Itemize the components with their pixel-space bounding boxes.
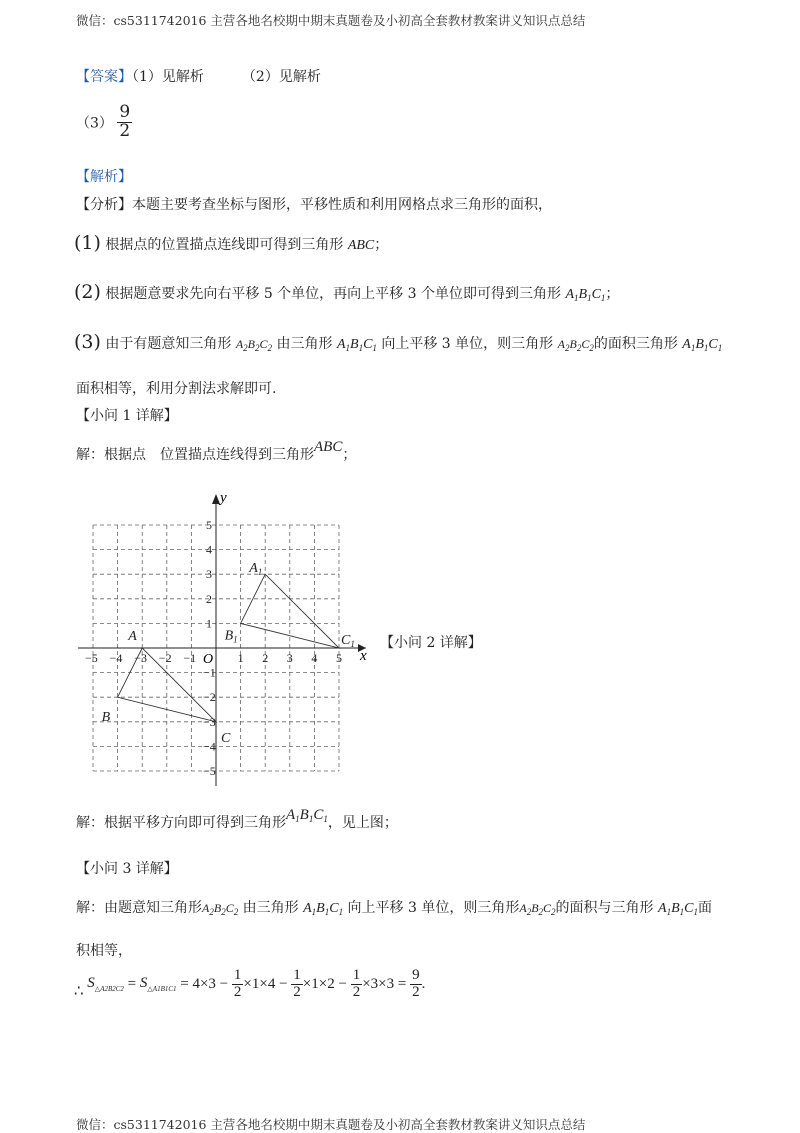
point-2-number: (2): [74, 281, 101, 303]
x-axis-label: x: [360, 648, 367, 664]
y-axis-label: y: [220, 490, 227, 506]
y-tick-label: −3: [203, 714, 216, 729]
y-tick-label: 5: [206, 518, 212, 532]
area-s-a1b1c1: $S_{\triangle A1B1C1}$: [139, 975, 177, 994]
answer-part1: （1）见解析: [132, 69, 204, 85]
y-tick-label: 2: [206, 591, 212, 606]
fraction-half: $\frac{1}{2}$: [233, 967, 242, 1000]
y-tick-label: 1: [206, 616, 212, 631]
point-c-label: C: [221, 730, 231, 746]
formula-part-2: ×1×4 −: [243, 975, 288, 992]
triangle-a1b1c1: $A_1B_1C_1$: [286, 807, 328, 824]
point-a1-label: $A_1$: [249, 561, 263, 578]
q3-text-e: 面: [697, 900, 712, 916]
answer-fraction: [117, 104, 132, 141]
q2-text-body: 解：根据平移方向即可得到三角形: [76, 815, 286, 831]
answer-part3: [76, 104, 132, 141]
page-header: 微信：cs5311742016 主营各地名校期中期末真题卷及小初高全套教材教案讲义知识点总结: [76, 13, 586, 28]
q2-end: ，见上图；: [327, 815, 398, 831]
y-axis-arrow: [212, 494, 220, 504]
point-3-text-d: 的面积三角形: [593, 336, 678, 352]
triangle-a1b1c1: $A_1B_1C_1$: [565, 287, 606, 303]
x-tick-label: −4: [109, 651, 123, 665]
triangle-a2b2c2: $A_2B_2C_2$: [235, 337, 273, 353]
triangle-a2b2c2: $A_2B_2C_2$: [519, 901, 556, 917]
triangle-abc: ABC: [347, 238, 375, 253]
point-b-label: B: [101, 710, 111, 726]
origin-label: O: [203, 652, 214, 667]
point-1-number: (1): [74, 232, 101, 254]
y-tick-label: −1: [203, 665, 216, 680]
x-tick-label: −2: [158, 651, 172, 665]
triangle-a1b1c1: $A_1B_1C_1$: [303, 901, 344, 917]
formula-part-3: ×1×2 −: [302, 975, 347, 992]
area-s-a2b2c2: $S_{\triangle A2B2C2}$: [87, 975, 124, 994]
point-1-end: ；: [374, 237, 389, 253]
x-tick-label: −5: [85, 651, 98, 665]
point-3-text-b: 由三角形: [276, 336, 333, 352]
triangle-a1b1c1: $A_1B_1C_1$: [682, 337, 723, 353]
q2-text: [76, 807, 398, 832]
fraction-half: $\frac{1}{2}$: [293, 967, 301, 1000]
answer-part2: （2）见解析: [241, 69, 321, 85]
q3-line2: 积相等，: [76, 943, 132, 959]
q3-text-a: 解：由题意知三角形: [76, 900, 202, 916]
y-tick-label: 4: [206, 542, 212, 557]
x-tick-label: 1: [237, 651, 244, 665]
analysis-point-3: [74, 331, 722, 353]
x-tick-label: 3: [286, 651, 293, 665]
analysis-heading: 【解析】: [76, 169, 132, 185]
coordinate-graph: [76, 488, 396, 788]
analysis-point-3-line2: 面积相等，利用分割法求解即可.: [76, 381, 277, 397]
page-footer: 微信：cs5311742016 主营各地名校期中期末真题卷及小初高全套教材教案讲义知识点总结: [76, 1117, 586, 1132]
x-tick-label: 5: [336, 651, 342, 665]
x-tick-label: 2: [262, 651, 269, 665]
triangle-abc: ABC: [314, 439, 343, 455]
point-1-text: 根据点的位置描点连线即可得到三角形: [105, 237, 344, 253]
point-c1-label: $C_1$: [341, 633, 355, 649]
point-a-label: A: [128, 629, 137, 644]
point-2-end: ；: [605, 286, 620, 302]
therefore-symbol: ∴: [74, 983, 84, 1000]
area-formula: ∴ $S_{\triangle A2B2C2} = S_{\triangle A1B1C1} = 4\times 3$ − $\frac{1}{2}$ ×1×4 − $\frac{1}{2}$ ×1×2 − $\frac{1}{2}$ ×3×3 = $\frac{9}{2}$ .: [74, 967, 426, 1000]
point-3-number: (3): [74, 331, 101, 353]
q3-text: [76, 897, 712, 917]
q3-text-c: 向上平移 3 单位，则三角形: [347, 900, 520, 916]
y-tick-label: −5: [203, 764, 216, 778]
q1-heading: 【小问 1 详解】: [76, 408, 178, 424]
triangle-a1b1c1: $A_1B_1C_1$: [658, 901, 698, 917]
fraction-half: $\frac{1}{2}$: [352, 967, 361, 1000]
triangle-a1b1c1: $A_1B_1C_1$: [336, 337, 377, 353]
x-tick-label: 4: [311, 651, 318, 665]
analysis-point-2: [74, 281, 619, 303]
q1-text: [76, 439, 357, 464]
analysis-fenxi: 【分析】本题主要考查坐标与图形，平移性质和利用网格点求三角形的面积，: [76, 197, 552, 213]
answer-tag: 【答案】: [76, 69, 132, 85]
answer-line: [76, 66, 321, 86]
triangle-a2b2c2: $A_2B_2C_2$: [202, 901, 239, 917]
point-b1-label: $B_1$: [224, 628, 238, 645]
q1-text-body: 解：根据点 位置描点连线得到三角形: [76, 447, 314, 463]
formula-period: .: [421, 975, 426, 992]
triangle-a2b2c2: $A_2B_2C_2$: [557, 337, 594, 353]
fraction-result: $\frac{9}{2}$: [412, 967, 420, 1000]
analysis-point-1: [74, 232, 388, 254]
q3-text-b: 由三角形: [242, 900, 299, 916]
x-tick-label: −3: [134, 651, 147, 665]
q3-text-d: 的面积与三角形: [555, 900, 654, 916]
q1-end: ；: [342, 447, 357, 463]
q3-heading: 【小问 3 详解】: [76, 861, 178, 877]
y-tick-label: −2: [203, 690, 216, 705]
fraction-denominator: 2: [119, 120, 131, 141]
formula-part-1: = 4×3 −: [180, 975, 229, 992]
answer-part3-label: （3）: [76, 115, 113, 132]
y-tick-label: −4: [203, 739, 216, 754]
y-tick-label: 3: [206, 567, 212, 582]
x-tick-label: −1: [183, 651, 197, 665]
point-3-text-c: 向上平移 3 单位，则三角形: [381, 336, 554, 352]
fraction-numerator: 9: [119, 102, 131, 122]
q2-heading: 【小问 2 详解】: [380, 635, 482, 651]
formula-part-4: ×3×3 =: [362, 975, 407, 992]
point-2-text: 根据题意要求先向右平移 5 个单位，再向上平移 3 个单位即可得到三角形: [105, 286, 561, 302]
point-3-text-a: 由于有题意知三角形: [105, 336, 232, 352]
